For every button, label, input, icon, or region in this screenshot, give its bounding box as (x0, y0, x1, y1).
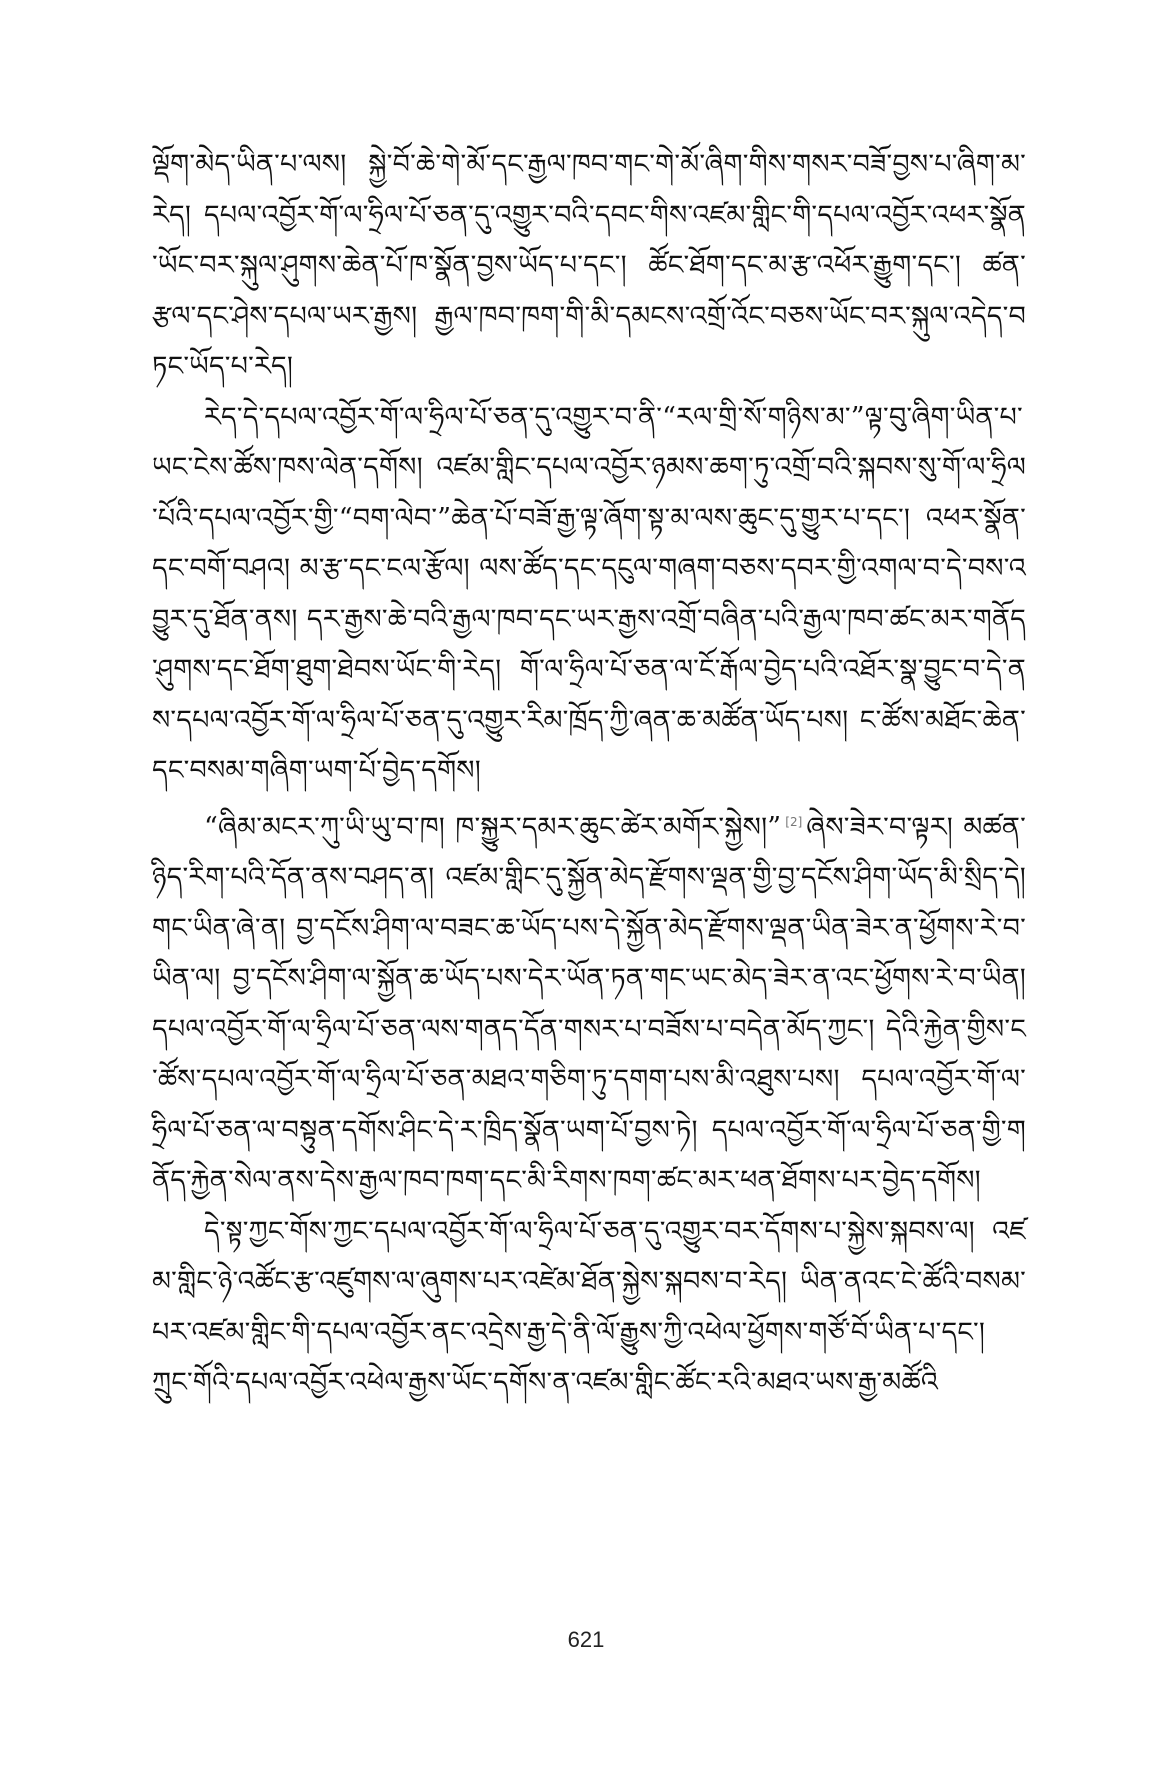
body-text (152, 140, 1026, 1409)
page-number: 621 (567, 1627, 605, 1652)
paragraph-3 (152, 797, 1026, 1207)
footnote-reference[interactable]: [2] (785, 814, 803, 829)
paragraph-3-continuation: ཞེས་ཟེར་བ་ལྟར། མཚན་ཉིད་རིག་པའི་དོན་ནས་བཤད་ན། འཛམ་གླིང་དུ་སྐྱོན་མེད་རྫོགས་ལྡན་གྱི་བྱ་དངོས་ཤིག་ཡོད་མི་སྲིད་དེ། གང་ཡིན་ཞེ་ན། བྱ་དངོས་ཤིག་ལ་བཟང་ཆ་ཡོད་པས་དེ་སྐྱོན་མེད་རྫོགས་ལྡན་ཡིན་ཟེར་ན་ཕྱོགས་རེ་བ་ཡིན་ལ། བྱ་དངོས་ཤིག་ལ་སྐྱོན་ཆ་ཡོད་པས་དེར་ཡོན་ཏན་གང་ཡང་མེད་ཟེར་ན་འང་ཕྱོགས་རེ་བ་ཡིན། དཔལ་འབྱོར་གོ་ལ་ཧྲིལ་པོ་ཅན་ལས་གནད་དོན་གསར་པ་བཟོས་པ་བདེན་མོད་ཀྱང་། དེའི་རྐྱེན་གྱིས་ང་ཚོས་དཔལ་འབྱོར་གོ་ལ་ཧྲིལ་པོ་ཅན་མཐའ་གཅིག་ཏུ་དགག་པས་མི་འཐུས་པས། དཔལ་འབྱོར་གོ་ལ་ཧྲིལ་པོ་ཅན་ལ་བསྟུན་དགོས་ཤིང་དེ་ར་ཁྲིད་སྣོན་ཡག་པོ་བྱས་ཏེ། དཔལ་འབྱོར་གོ་ལ་ཧྲིལ་པོ་ཅན་གྱི་གནོད་རྐྱེན་སེལ་ནས་དེས་རྒྱལ་ཁབ་ཁག་དང་མི་རིགས་ཁག་ཚང་མར་ཕན་ཐོགས་པར་བྱེད་དགོས། (152, 811, 1026, 1196)
paragraph-4: དེ་སྟ་ཀྱང་གོས་ཀྱང་དཔལ་འབྱོར་གོ་ལ་ཧྲིལ་པོ་ཅན་དུ་འགྱུར་བར་དོགས་པ་སྐྱེས་སྐབས་ལ། འཛམ་གླིང་ཉེ་འཚོང་རྩ་འཛུགས་ལ་ཞུགས་པར་འཛེམ་ཐོན་སྐྱེས་སྐབས་བ་རེད། ཡིན་ནའང་ངེ་ཚོའི་བསམ་པར་འཛམ་གླིང་གི་དཔལ་འབྱོར་ནང་འདྲེས་རྒྱ་དེ་ནི་ལོ་རྒྱུས་ཀྱི་འཕེལ་ཕྱོགས་གཙོ་བོ་ཡིན་པ་དང་། ཀྲུང་གོའི་དཔལ་འབྱོར་འཕེལ་རྒྱས་ཡོང་དགོས་ན་འཛམ་གླིང་ཚོང་རའི་མཐའ་ཡས་རྒྱ་མཚོའི (152, 1215, 1026, 1398)
paragraph-2: རེད་དེ་དཔལ་འབྱོར་གོ་ལ་ཧྲིལ་པོ་ཅན་དུ་འགྱུར་བ་ནི་“རལ་གྲི་སོ་གཉིས་མ་”ལྟ་བུ་ཞིག་ཡིན་པ་ཡང་ངེས་ཚོས་ཁས་ལེན་དགོས། འཛམ་གླིང་དཔལ་འབྱོར་ཉམས་ཆག་ཏུ་འགྲོ་བའི་སྐབས་སུ་གོ་ལ་ཧྲིལ་པོའི་དཔལ་འབྱོར་གྱི་“བག་ལེབ་”ཆེན་པོ་བཟོ་རྒྱ་ལྟ་ཞོག་སྟ་མ་ལས་ཆུང་དུ་གྱུར་པ་དང་། འཕར་སྣོན་དང་བགོ་བཤའ། མ་རྩ་དང་ངལ་རྩོལ། ལས་ཚོད་དང་དངུལ་གཞག་བཅས་དབར་གྱི་འགལ་བ་དེ་བས་འབྱུར་དུ་ཐོན་ནས། དར་རྒྱས་ཆེ་བའི་རྒྱལ་ཁབ་དང་ཡར་རྒྱས་འགྲོ་བཞིན་པའི་རྒྱལ་ཁབ་ཚང་མར་གནོད་ཤུགས་དང་ཐོག་ཐུག་ཐེབས་ཡོང་གི་རེད། གོ་ལ་ཧྲིལ་པོ་ཅན་ལ་ངོ་རྒོལ་བྱེད་པའི་འཐོར་སྣ་བྱུང་བ་དེ་ནས་དཔལ་འབྱོར་གོ་ལ་ཧྲིལ་པོ་ཅན་དུ་འགྱུར་རིམ་ཁྲོད་ཀྱི་ཞན་ཆ་མཚོན་ཡོད་པས། ང་ཚོས་མཐོང་ཆེན་དང་བསམ་གཞིག་ཡག་པོ་བྱེད་དགོས། (152, 401, 1026, 786)
paragraph-1: ལྡོག་མེད་ཡིན་པ་ལས། སྐྱེ་བོ་ཆེ་གེ་མོ་དང་རྒྱལ་ཁབ་གང་གེ་མོ་ཞིག་གིས་གསར་བཟོ་བྱས་པ་ཞིག་མ་རེད། དཔལ་འབྱོར་གོ་ལ་ཧྲིལ་པོ་ཅན་དུ་འགྱུར་བའི་དབང་གིས་འཛམ་གླིང་གི་དཔལ་འབྱོར་འཕར་སྣོན་ཡོང་བར་སྐུལ་ཤུགས་ཆེན་པོ་ཁ་སྣོན་བྱས་ཡོད་པ་དང་། ཚོང་ཐོག་དང་མ་རྩ་འཕོར་རྒྱུག་དང་། ཚན་རྩལ་དང་ཤེས་དཔལ་ཡར་རྒྱས། རྒྱལ་ཁབ་ཁག་གི་མི་དམངས་འགྲོ་འོང་བཅས་ཡོང་བར་སྐུལ་འདེད་བཏང་ཡོད་པ་རེད། (152, 149, 1026, 382)
quotation: “ཞིམ་མངར་ཀུ་ཡི་ཡུ་བ་ཁ། ཁ་སྐྱུར་དམར་ཆུང་ཚེར་མགོར་སྐྱེས།” (204, 811, 782, 843)
